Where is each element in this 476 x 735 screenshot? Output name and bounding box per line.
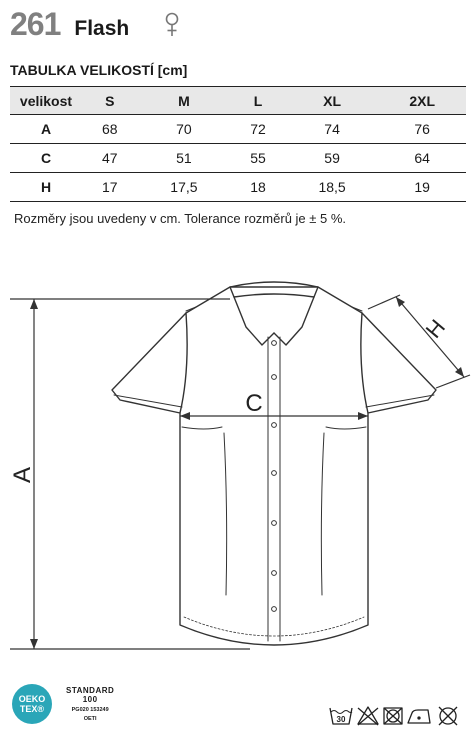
measure-h-guide-bottom	[436, 375, 470, 388]
front-dart-right	[321, 433, 324, 595]
oeko-label: OEKO	[18, 694, 46, 704]
no-tumble-dry-icon	[384, 708, 402, 724]
column-header: XL	[286, 87, 379, 115]
bust-dart-left	[182, 427, 222, 429]
button	[272, 521, 277, 526]
measure-c-arrow-left	[180, 412, 190, 420]
label-h: H	[420, 314, 451, 343]
table-cell: 55	[230, 144, 286, 173]
table-cell: 19	[378, 173, 466, 202]
oeko-standard-text	[66, 686, 114, 722]
label-a: A	[9, 466, 36, 484]
table-row	[10, 173, 466, 202]
table-row	[10, 144, 466, 173]
button	[272, 341, 277, 346]
table-cell: 72	[230, 115, 286, 144]
tolerance-note: Rozměry jsou uvedeny v cm. Tolerance rozměrů je ± 5 %.	[14, 211, 347, 226]
measure-a-arrow-top	[30, 299, 38, 309]
shirt-measurement-diagram	[0, 275, 476, 675]
table-cell: 68	[82, 115, 138, 144]
no-dry-clean-icon	[439, 707, 457, 725]
shoulder-stitch	[186, 307, 362, 311]
certificate-number: PG020 153249	[71, 707, 109, 713]
hem-stitch	[184, 617, 364, 636]
standard-label: STANDARD	[66, 686, 115, 695]
female-symbol-icon	[164, 12, 180, 38]
front-dart-left	[224, 433, 227, 595]
sleeve-seam-left	[180, 313, 187, 413]
oeko-tex-badge	[12, 684, 114, 724]
column-header: S	[82, 87, 138, 115]
sleeve-seam-right	[361, 313, 368, 413]
size-table-title: TABULKA VELIKOSTÍ [cm]	[10, 62, 188, 78]
standard-number: 100	[82, 695, 98, 704]
row-label: A	[10, 115, 82, 144]
table-cell: 17,5	[138, 173, 231, 202]
button	[272, 607, 277, 612]
button	[272, 375, 277, 380]
table-cell: 18	[230, 173, 286, 202]
column-header: 2XL	[378, 87, 466, 115]
button	[272, 423, 277, 428]
wash-temperature: 30	[336, 715, 346, 724]
table-cell: 74	[286, 115, 379, 144]
button	[272, 571, 277, 576]
table-cell: 47	[82, 144, 138, 173]
measure-a-arrow-bottom	[30, 639, 38, 649]
table-cell: 59	[286, 144, 379, 173]
column-header: velikost	[10, 87, 82, 115]
table-row	[10, 115, 466, 144]
button	[272, 471, 277, 476]
table-cell: 17	[82, 173, 138, 202]
label-c: C	[245, 390, 263, 417]
size-table	[10, 86, 466, 202]
size-table-header	[10, 87, 466, 115]
table-cell: 64	[378, 144, 466, 173]
table-cell: 18,5	[286, 173, 379, 202]
row-label: C	[10, 144, 82, 173]
care-symbols	[328, 704, 466, 728]
measure-h-line	[396, 297, 464, 377]
product-code: 261	[10, 6, 61, 42]
oeko-tex-logo	[12, 684, 52, 724]
measure-h-guide-top	[368, 295, 400, 309]
product-name: Flash	[74, 17, 130, 40]
column-header: L	[230, 87, 286, 115]
product-header	[10, 6, 129, 46]
tex-label: TEX®	[19, 704, 45, 714]
row-label: H	[10, 173, 82, 202]
no-bleach-icon	[358, 707, 378, 725]
table-cell: 76	[378, 115, 466, 144]
table-cell: 70	[138, 115, 231, 144]
measure-c-arrow-right	[358, 412, 368, 420]
table-cell: 51	[138, 144, 231, 173]
bust-dart-right	[326, 427, 366, 429]
collar	[230, 282, 318, 297]
column-header: M	[138, 87, 231, 115]
certificate-institute: OETI	[83, 716, 97, 722]
iron-low-icon	[408, 710, 430, 723]
